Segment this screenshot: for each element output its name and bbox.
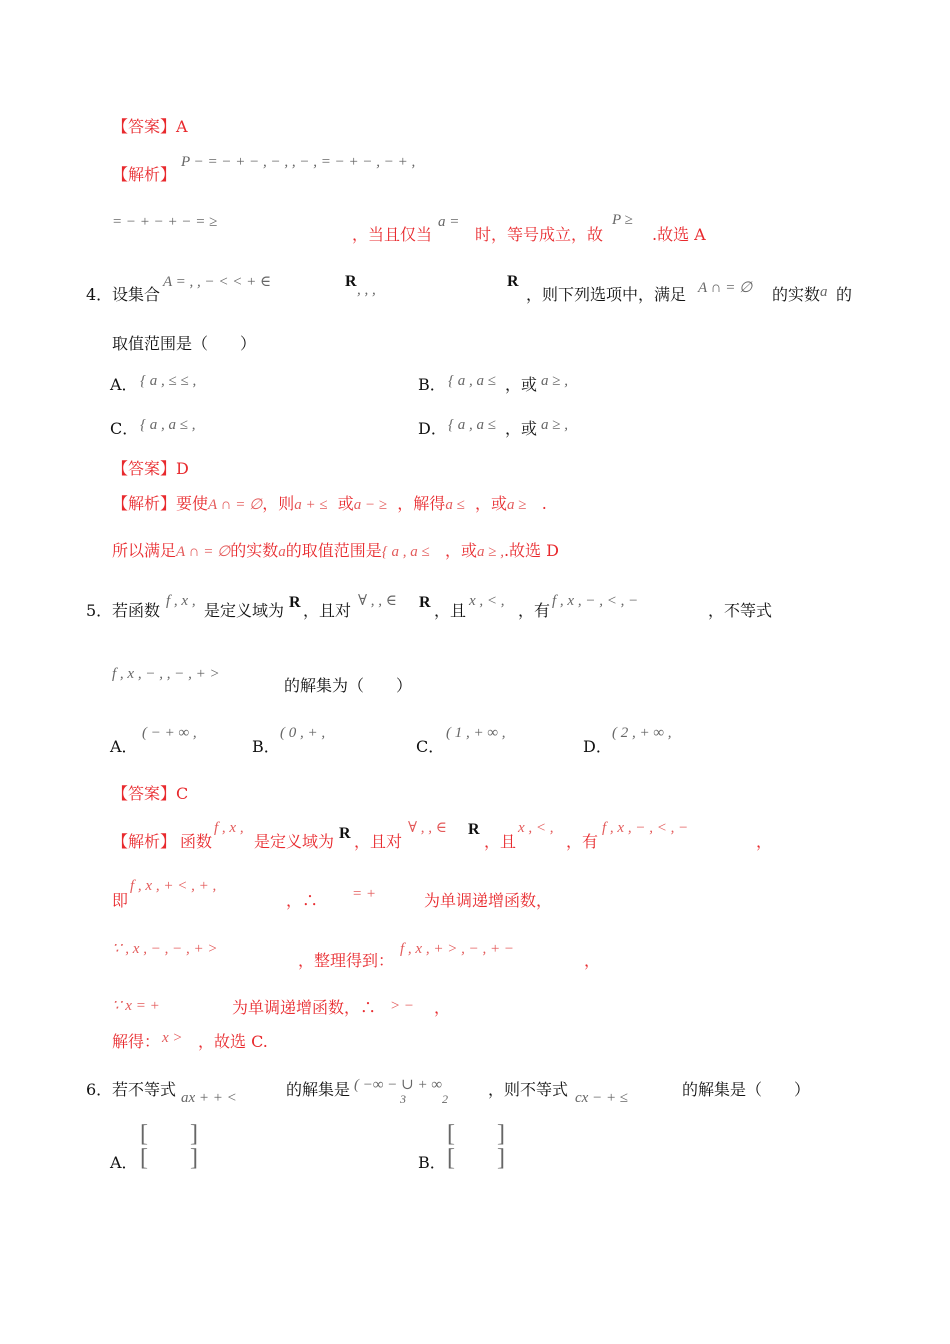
q5-analysis-a2-m2: = + — [352, 886, 376, 902]
answer-label: 【答案】 — [112, 459, 177, 478]
q5-analysis-a4-t2: ， — [434, 998, 451, 1017]
q5-stem-5: ，有 — [518, 601, 551, 620]
q6-option-b-left-bracket: [ — [447, 1121, 455, 1147]
q4-option-c-math: { a , a ≤ , — [140, 417, 196, 433]
analysis-text: 所以满足 — [112, 541, 177, 560]
q4-option-d-label[interactable]: D． — [418, 419, 447, 438]
analysis-text: ，或 — [444, 541, 477, 560]
q5-stem-4: ，且 — [434, 601, 467, 620]
analysis-math: a − ≥ — [353, 497, 388, 513]
q3-analysis-text-1: ，当且仅当 — [352, 225, 433, 244]
q4-option-b-math2: a ≥ , — [541, 373, 568, 389]
q5-analysis-a4-m2: > − — [390, 998, 414, 1014]
q5-stem-1: 若函数 — [112, 601, 161, 620]
analysis-math: a ≥ , — [476, 544, 504, 560]
analysis-math: A ∩ = ∅ — [208, 497, 263, 513]
q4-stem-4: 的 — [836, 285, 853, 304]
q6-option-a-left-bracket: [ — [140, 1121, 148, 1147]
q5-stem-line2: 的解集为（ ） — [284, 676, 413, 695]
q3-analysis-text-3: .故选 A — [652, 225, 706, 244]
q4-analysis-line-1 — [112, 494, 547, 515]
q5-analysis-a5-t1: 解得： — [112, 1032, 161, 1051]
analysis-text: . — [541, 494, 547, 513]
q4-option-a-math: { a , ≤ ≤ , — [140, 373, 197, 389]
q5-analysis-t1: 函数 — [180, 832, 213, 851]
q4-option-d-text: ，或 — [505, 419, 538, 438]
q3-analysis-math-p: P ≥ — [612, 212, 633, 228]
q6-option-b-right-bracket-lower: ] — [497, 1145, 505, 1171]
q5-analysis-t6: ， — [756, 832, 773, 851]
q4-option-d-math2: a ≥ , — [541, 417, 568, 433]
q5-option-d-math: ( 2 , + ∞ , — [612, 725, 672, 741]
q4-option-b-label[interactable]: B． — [418, 375, 446, 394]
analysis-text: .故选 D — [503, 541, 559, 560]
q5-analysis-a2-t3: 为单调递增函数， — [424, 891, 553, 910]
q4-real-symbol-2: R — [507, 273, 519, 290]
q6-option-b-label[interactable]: B． — [418, 1153, 446, 1172]
analysis-math: a ≤ — [445, 497, 465, 513]
q5-fx: f , x , — [166, 593, 196, 609]
q4-answer-line — [112, 459, 189, 479]
q5-answer-line — [112, 784, 188, 804]
q4-set-b-formula: , , , — [357, 282, 376, 298]
q5-analysis-a5-t2: ，故选 C. — [198, 1032, 268, 1051]
q6-option-b-right-bracket: ] — [497, 1121, 505, 1147]
q5-stem-6: ，不等式 — [708, 601, 773, 620]
q5-option-d-label[interactable]: D． — [583, 737, 612, 756]
analysis-text: ，则 — [262, 494, 295, 513]
q4-analysis-line-2 — [112, 541, 559, 562]
q5-analysis-label: 【解析】 — [112, 832, 177, 851]
q5-analysis-m2: ∀ , , ∈ — [408, 820, 447, 836]
q6-sub-2: 2 — [442, 1092, 448, 1106]
q5-analysis-m1: f , x , — [214, 820, 244, 836]
q4-number: 4． — [86, 285, 113, 304]
q5-analysis-a3-m1: ∵ , x , − , − , + > — [112, 941, 218, 957]
analysis-math: a + ≤ — [294, 497, 328, 513]
q4-option-b-math: { a , a ≤ — [448, 373, 496, 389]
q5-analysis-m3: x , < , — [518, 820, 554, 836]
q5-stem-2: 是定义域为 — [204, 601, 285, 620]
q5-analysis-real-1: R — [339, 825, 351, 842]
q4-var-a: a — [820, 284, 828, 300]
q3-analysis-math-a: a = — [438, 214, 460, 230]
q5-option-a-math: ( − + ∞ , — [142, 725, 197, 741]
q6-option-a-label[interactable]: A． — [110, 1153, 138, 1172]
q5-analysis-t3: ，且对 — [354, 832, 403, 851]
q5-real-symbol-1: R — [289, 594, 301, 611]
q6-option-a-right-bracket: ] — [190, 1121, 198, 1147]
q6-option-b-left-bracket-lower: [ — [447, 1145, 455, 1171]
analysis-text: ，解得 — [397, 494, 446, 513]
q6-number: 6． — [86, 1080, 113, 1099]
q3-analysis-formula-2: = − + − + − = ≥ — [112, 214, 218, 230]
answer-value: D — [176, 459, 189, 478]
q4-option-b-text: ，或 — [505, 375, 538, 394]
q5-option-c-label[interactable]: C． — [416, 737, 445, 756]
q4-stem-3: 的实数 — [772, 285, 821, 304]
q4-stem-1: 设集合 — [112, 285, 161, 304]
analysis-text: 的取值范围是 — [285, 541, 382, 560]
q6-stem-1: 若不等式 — [112, 1080, 177, 1099]
q4-option-c-label[interactable]: C． — [110, 419, 139, 438]
q4-option-d-math: { a , a ≤ — [448, 417, 496, 433]
q5-analysis-a2-t1: 即 — [112, 891, 129, 910]
q6-stem-2: 的解集是 — [286, 1080, 351, 1099]
q6-stem-3: ，则不等式 — [488, 1080, 569, 1099]
answer-value: C — [176, 784, 189, 803]
q5-analysis-t2: 是定义域为 — [254, 832, 335, 851]
q4-stem-2: ，则下列选项中，满足 — [526, 285, 687, 304]
answer-value: A — [176, 117, 188, 136]
analysis-text: 或 — [337, 494, 354, 513]
q5-option-c-math: ( 1 , + ∞ , — [446, 725, 506, 741]
analysis-text: ，或 — [474, 494, 507, 513]
q5-analysis-a3-m2: f , x , + > , − , + − — [400, 941, 514, 957]
q5-analysis-a3-t2: ， — [584, 951, 601, 970]
q3-analysis-formula-1: P − = − + − , − , , − , = − + − , − + , — [181, 154, 416, 170]
q5-option-a-label[interactable]: A． — [110, 737, 138, 756]
q5-analysis-a2-m1: f , x , + < , + , — [130, 878, 217, 894]
q5-analysis-m4: f , x , − , < , − — [602, 820, 689, 836]
q5-number: 5． — [86, 601, 113, 620]
q5-analysis-t5: ，有 — [566, 832, 599, 851]
q4-intersection: A ∩ = ∅ — [698, 280, 753, 296]
q5-forall: ∀ , , ∈ — [358, 593, 397, 609]
q5-option-b-math: ( 0 , + , — [280, 725, 326, 741]
q6-option-a-left-bracket-lower: [ — [140, 1145, 148, 1171]
q5-inequality: f , x , − , < , − — [552, 593, 639, 609]
analysis-text: 要使 — [176, 494, 209, 513]
q6-option-a-right-bracket-lower: ] — [190, 1145, 198, 1171]
q4-stem-line2: 取值范围是（ ） — [112, 334, 257, 353]
q4-option-a-label[interactable]: A． — [110, 375, 138, 394]
q5-real-symbol-2: R — [419, 594, 431, 611]
q4-real-symbol-1: R — [345, 273, 357, 290]
q6-sub-3: 3 — [400, 1092, 406, 1106]
answer-label: 【答案】 — [112, 117, 177, 136]
analysis-math: a ≥ — [506, 497, 527, 513]
q5-analysis-a3-t1: ，整理得到： — [298, 951, 395, 970]
q3-analysis-label: 【解析】 — [112, 165, 177, 184]
analysis-math: { a , a ≤ — [381, 544, 430, 560]
q5-option-b-label[interactable]: B． — [252, 737, 280, 756]
q6-solution-set: ( −∞ − ∪ + ∞ — [354, 1077, 443, 1093]
q5-analysis-a4-m1: ∵ x = + — [112, 998, 160, 1014]
q5-x-condition: x , < , — [469, 593, 505, 609]
q5-stem-3: ，且对 — [303, 601, 352, 620]
q5-analysis-a2-t2: ，∴ — [286, 891, 319, 910]
q3-analysis-text-2: 时，等号成立，故 — [475, 225, 604, 244]
q5-analysis-a5-m1: x > — [162, 1030, 183, 1046]
analysis-math: a — [278, 544, 286, 560]
analysis-math: A ∩ = ∅ — [176, 544, 231, 560]
q5-target-inequality: f , x , − , , − , + > — [112, 666, 220, 682]
q5-analysis-real-2: R — [468, 821, 480, 838]
analysis-text: 的实数 — [230, 541, 279, 560]
q6-stem-4: 的解集是（ ） — [682, 1080, 811, 1099]
answer-label: 【答案】 — [112, 784, 177, 803]
q3-answer-line — [112, 117, 188, 137]
q5-analysis-t4: ，且 — [484, 832, 517, 851]
analysis-label: 【解析】 — [112, 494, 177, 513]
q6-inequality-1: ax + + < — [181, 1090, 237, 1106]
q5-analysis-a4-t1: 为单调递增函数，∴ — [232, 998, 377, 1017]
q6-inequality-2: cx − + ≤ — [575, 1090, 629, 1106]
q4-set-a-formula: A = , , − < < + ∈ — [163, 274, 272, 290]
